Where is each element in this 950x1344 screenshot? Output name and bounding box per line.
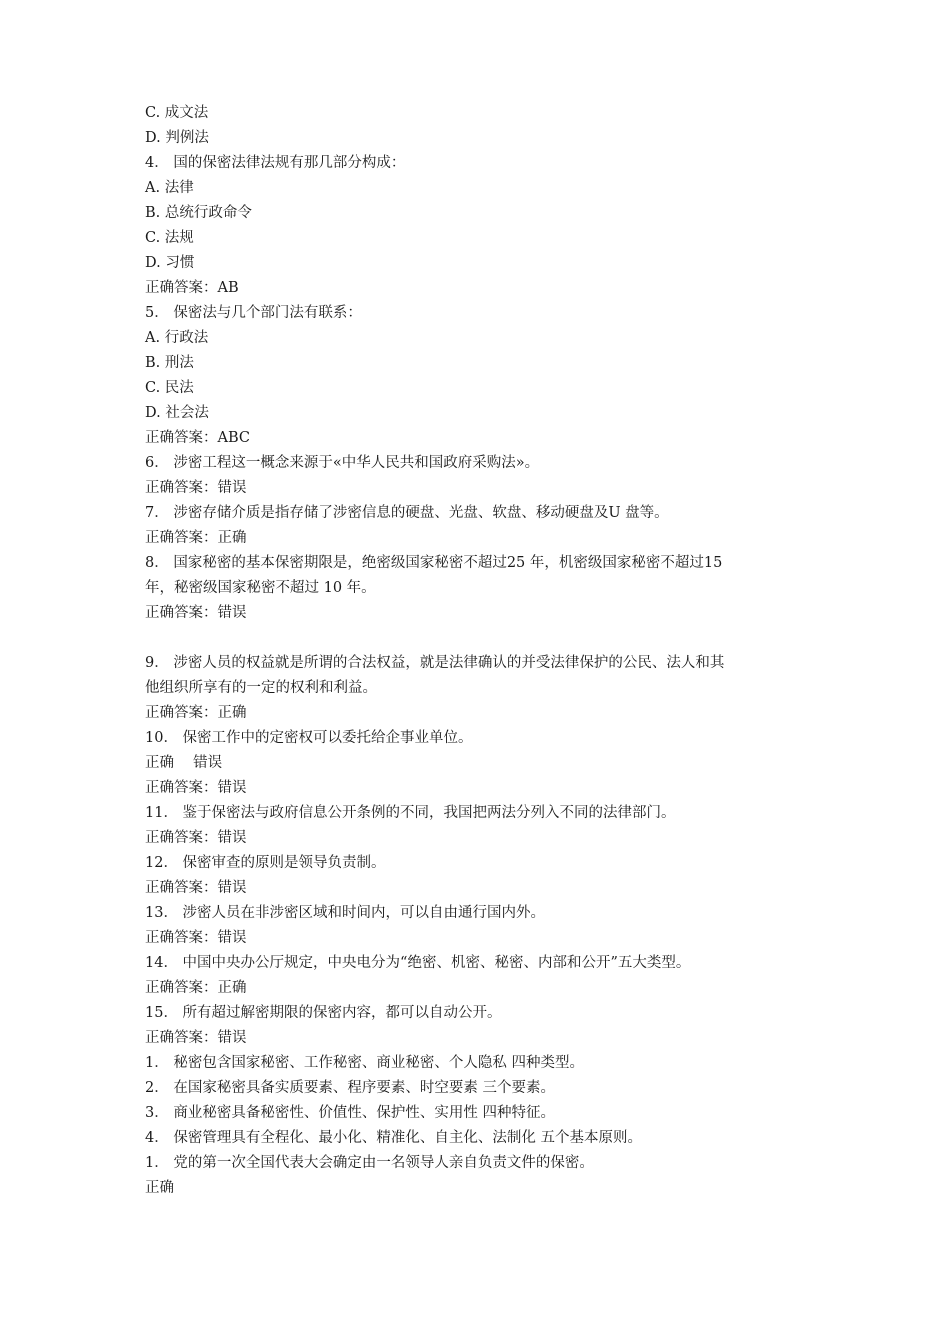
question-line: 15． 所有超过解密期限的保密内容，都可以自动公开。 xyxy=(145,1005,502,1021)
option-line: A. 行政法 xyxy=(145,330,209,346)
fill-in-line: 2． 在国家秘密具备实质要素、程序要素、时空要素 三个要素。 xyxy=(145,1080,555,1096)
question-line: 13． 涉密人员在非涉密区域和时间内，可以自由通行国内外。 xyxy=(145,905,546,921)
option-line: B. 总统行政命令 xyxy=(145,205,252,221)
option-line: A. 法律 xyxy=(145,180,194,196)
answer-line: 正确答案：AB xyxy=(145,280,239,296)
question-line: 1． 党的第一次全国代表大会确定由一名领导人亲自负责文件的保密。 xyxy=(145,1155,594,1171)
option-line: D. 习惯 xyxy=(145,255,195,271)
answer-line: 正确答案：错误 xyxy=(145,480,247,496)
option-line: C. 民法 xyxy=(145,380,194,396)
blank-line xyxy=(145,626,825,651)
question-line: 4． 国的保密法律法规有那几部分构成： xyxy=(145,155,406,171)
fill-in-line: 4． 保密管理具有全程化、最小化、精准化、自主化、法制化 五个基本原则。 xyxy=(145,1130,642,1146)
question-line: 12． 保密审查的原则是领导负责制。 xyxy=(145,855,386,871)
answer-line: 正确答案：错误 xyxy=(145,605,247,621)
option-line: B. 刑法 xyxy=(145,355,194,371)
question-line: 10． 保密工作中的定密权可以委托给企事业单位。 xyxy=(145,730,473,746)
question-line: 5． 保密法与几个部门法有联系： xyxy=(145,305,362,321)
answer-line: 正确答案：错误 xyxy=(145,830,247,846)
answer-line: 正确答案：错误 xyxy=(145,1030,247,1046)
text-line: C. 成文法 xyxy=(145,105,209,121)
option-line: D. 社会法 xyxy=(145,405,209,421)
question-line-cont: 年，秘密级国家秘密不超过 10 年。 xyxy=(145,580,376,596)
question-line: 7． 涉密存储介质是指存储了涉密信息的硬盘、光盘、软盘、移动硬盘及U 盘等。 xyxy=(145,505,669,521)
question-line: 11． 鉴于保密法与政府信息公开条例的不同，我国把两法分列入不同的法律部门。 xyxy=(145,805,676,821)
answer-line: 正确答案：正确 xyxy=(145,980,247,996)
answer-line: 正确答案：错误 xyxy=(145,930,247,946)
option-line: C. 法规 xyxy=(145,230,194,246)
answer-line: 正确答案：正确 xyxy=(145,705,247,721)
question-line: 8． 国家秘密的基本保密期限是，绝密级国家秘密不超过25 年，机密级国家秘密不超过15 xyxy=(145,555,723,571)
option-line: 正确 错误 xyxy=(145,755,223,771)
answer-line: 正确答案：错误 xyxy=(145,880,247,896)
document-page xyxy=(145,101,825,1201)
answer-line: 正确答案：错误 xyxy=(145,780,247,796)
question-line-cont: 他组织所享有的一定的权利和利益。 xyxy=(145,680,377,696)
question-line: 6． 涉密工程这一概念来源于«中华人民共和国政府采购法»。 xyxy=(145,455,540,471)
fill-in-line: 1． 秘密包含国家秘密、工作秘密、商业秘密、个人隐私 四种类型。 xyxy=(145,1055,584,1071)
answer-line: 正确 xyxy=(145,1180,174,1196)
fill-in-line: 3． 商业秘密具备秘密性、价值性、保护性、实用性 四种特征。 xyxy=(145,1105,555,1121)
question-line: 14． 中国中央办公厅规定，中央电分为“绝密、机密、秘密、内部和公开”五大类型。 xyxy=(145,955,691,971)
question-line: 9． 涉密人员的权益就是所谓的合法权益，就是法律确认的并受法律保护的公民、法人和其 xyxy=(145,655,725,671)
answer-line: 正确答案：ABC xyxy=(145,430,250,446)
answer-line: 正确答案：正确 xyxy=(145,530,247,546)
text-line: D. 判例法 xyxy=(145,130,209,146)
